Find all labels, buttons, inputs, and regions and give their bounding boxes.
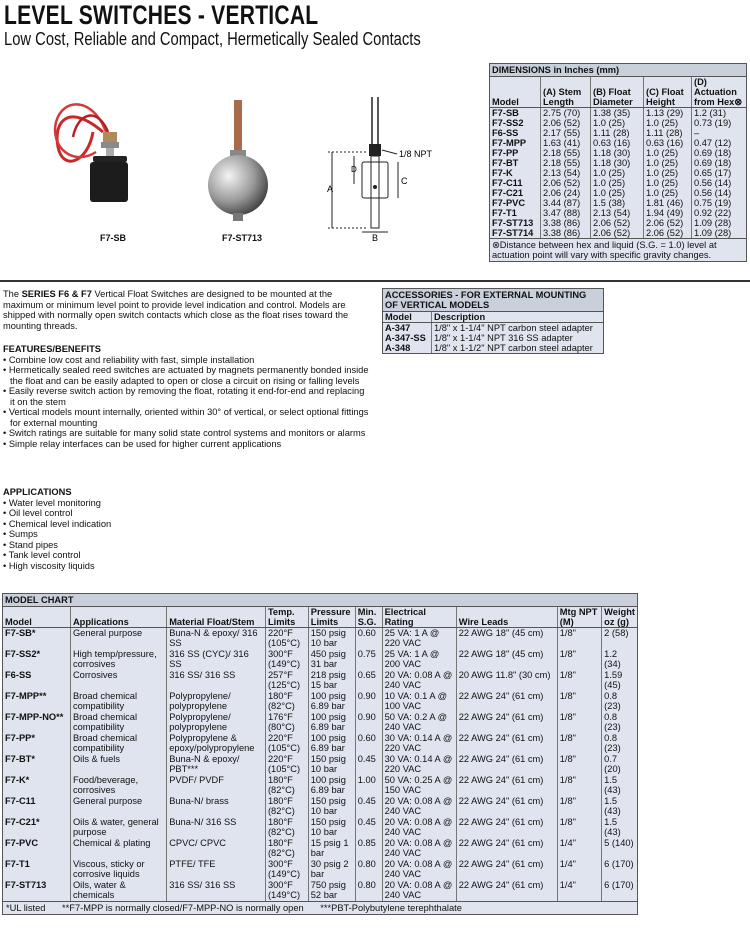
dim-b-label: B [372,233,379,242]
model-cell: F7-K* [5,775,30,785]
applications-title: APPLICATIONS [3,487,72,497]
dimensions-cell: 1.0 (25) [644,168,692,178]
model-cell: 1.2 (34) [602,649,637,670]
dimensions-cell: 2.18 (55) [541,148,591,158]
dimensions-cell: F7-SS2 [492,118,524,128]
dimensions-cell: 0.63 (16) [644,138,692,148]
dimensions-title: DIMENSIONS in Inches (mm) [490,64,746,77]
model-cell: 257°F (125°C) [265,670,308,691]
product-image-f7-sb [48,92,143,232]
model-cell: 0.8 (23) [602,733,637,754]
model-row [3,796,637,817]
dimensions-cell: F7-C21 [492,188,524,198]
model-cell: Chemical & plating [70,838,166,859]
model-chart-footnotes [3,901,637,914]
model-cell: 15 psig 1 bar [308,838,355,859]
dimensions-cell: 2.06 (52) [644,228,692,238]
model-cell: Buna-N/ brass [167,796,266,817]
model-cell: 50 VA: 0.2 A @ 240 VAC [382,712,456,733]
model-cell: 0.60 [355,628,382,650]
model-cell: 150 psig 10 bar [308,796,355,817]
model-cell: 450 psig 31 bar [308,649,355,670]
model-row [3,859,637,880]
application-item: • Stand pipes [3,539,58,550]
model-cell: 180°F (82°C) [265,838,308,859]
model-cell: 22 AWG 24" (61 cm) [456,817,557,838]
dimensions-cell: 1.0 (25) [644,178,692,188]
dimensions-cell: 1.0 (25) [644,158,692,168]
intro-text: Vertical Float Switches are designed to be mounted at the maximum or minimum level point to provide level indication and control. Models are shipped with normally open switch contacts which close as the float rises toward the mounting threads. [3,289,349,331]
dimensions-cell: 1.11 (28) [591,128,644,138]
application-item: • Sumps [3,529,38,539]
model-cell: 6 (170) [602,859,637,880]
mc-col-pressure: Pressure Limits [308,607,355,628]
dimensions-cell: 1.81 (46) [644,198,692,208]
model-cell: 220°F (105°C) [265,733,308,754]
model-cell: 1.5 (43) [602,775,637,796]
model-cell: 300°F (149°C) [265,880,308,901]
dimensions-cell: 2.18 (55) [541,158,591,168]
model-cell: 25 VA: 1 A @ 220 VAC [382,628,456,650]
model-cell: 1/4" [557,859,601,880]
dim-c-label: C [401,176,408,186]
model-cell: 0.45 [355,817,382,838]
model-cell: 1/8" [557,670,601,691]
dimensions-cell: 1.5 (38) [591,198,644,208]
model-cell: 22 AWG 24" (61 cm) [456,691,557,712]
dimensions-note: ⊗Distance between hex and liquid (S.G. = 1.0) level at actuation point will vary with specific gravity changes. [490,238,746,261]
model-cell: 20 AWG 11.8" (30 cm) [456,670,557,691]
dim-col-model: Model [490,77,541,108]
accessories-cell: 1/8" x 1-1/2" NPT carbon steel adapter [432,343,604,353]
dimensions-cell: F7-ST713 [492,218,534,228]
accessories-table [382,288,604,354]
model-cell: 0.8 (23) [602,691,637,712]
dimensions-cell: – [692,128,747,138]
model-cell: 20 VA: 0.08 A @ 240 VAC [382,859,456,880]
dimensions-cell: 1.18 (30) [591,158,644,168]
model-cell: 30 VA: 0.14 A @ 220 VAC [382,754,456,775]
model-row [3,712,637,733]
dimensions-cell: 0.69 (18) [692,158,747,168]
dimensions-cell: 1.0 (25) [644,148,692,158]
accessories-row [383,343,603,353]
model-cell: Polypropylene & epoxy/polypropylene [167,733,266,754]
model-cell: 0.90 [355,691,382,712]
mc-col-model: Model [3,607,70,628]
feature-item: • Switch ratings are suitable for many solid state control systems and monitors or alarms [3,428,366,438]
dim-col-diameter: (B) Float Diameter [591,77,644,108]
model-chart [2,593,638,915]
model-cell: High temp/pressure, corrosives [70,649,166,670]
model-cell: General purpose [70,628,166,650]
accessories-title: ACCESSORIES - FOR EXTERNAL MOUNTING OF VERTICAL MODELS [383,289,603,312]
model-cell: 220°F (105°C) [265,754,308,775]
dim-col-height: (C) Float Height [644,77,692,108]
dimensions-cell: 2.06 (52) [541,178,591,188]
dimensions-row [490,188,746,198]
dimensions-cell: F7-K [492,168,513,178]
model-cell: F7-C21* [5,817,40,827]
model-cell: 0.80 [355,880,382,901]
dimensions-cell: 2.13 (54) [541,168,591,178]
dimensions-cell: 1.0 (25) [644,118,692,128]
dimensions-cell: 1.0 (25) [591,118,644,128]
model-cell: 100 psig 6.89 bar [308,712,355,733]
dimensions-row [490,118,746,128]
model-row [3,733,637,754]
model-cell: Buna-N & epoxy/ 316 SS [167,628,266,650]
mc-col-weight: Weight oz (g) [602,607,637,628]
model-cell: Oils & fuels [70,754,166,775]
dimensions-row [490,228,746,238]
dimensions-cell: 3.38 (86) [541,218,591,228]
dim-a-label: A [327,184,334,194]
model-cell: 6 (170) [602,880,637,901]
feature-item: • Combine low cost and reliability with fast, simple installation [3,354,255,365]
dimensions-row [490,158,746,168]
model-cell: 0.85 [355,838,382,859]
dimensions-cell: F6-SS [492,128,519,138]
model-cell: 0.7 (20) [602,754,637,775]
model-cell: CPVC/ CPVC [167,838,266,859]
dimensions-cell: 2.06 (52) [591,218,644,228]
dimensions-cell: 1.0 (25) [591,178,644,188]
model-row [3,754,637,775]
dim-col-stem: (A) Stem Length [541,77,591,108]
caption-f7-sb: F7-SB [100,233,127,243]
accessories-cell: 1/8" x 1-1/4" NPT carbon steel adapter [432,323,604,334]
model-cell: 25 VA: 1 A @ 200 VAC [382,649,456,670]
dimensions-cell: 0.56 (14) [692,188,747,198]
accessories-cell: A-348 [385,343,411,353]
model-row [3,775,637,796]
dimensions-cell: 1.2 (31) [692,108,747,119]
model-cell: PVDF/ PVDF [167,775,266,796]
dimensions-row [490,128,746,138]
dimensions-cell: 1.94 (49) [644,208,692,218]
model-cell: 20 VA: 0.08 A @ 240 VAC [382,817,456,838]
model-cell: 20 VA: 0.08 A @ 240 VAC [382,838,456,859]
dimensions-row [490,198,746,208]
mc-col-electrical: Electrical Rating [382,607,456,628]
mc-col-temp: Temp. Limits [265,607,308,628]
dimensions-row [490,138,746,148]
model-cell: 2 (58) [602,628,637,650]
page-title: LEVEL SWITCHES - VERTICAL [4,0,319,30]
model-cell: 0.45 [355,754,382,775]
dimensions-cell: 1.09 (28) [692,228,747,238]
features-title: FEATURES/BENEFITS [3,344,101,354]
model-cell: 22 AWG 24" (61 cm) [456,796,557,817]
model-cell: Polypropylene/ polypropylene [167,712,266,733]
model-cell: Buna-N/ 316 SS [167,817,266,838]
model-cell: 1.59 (45) [602,670,637,691]
model-cell: 22 AWG 24" (61 cm) [456,859,557,880]
model-row [3,880,637,901]
model-cell: 0.90 [355,712,382,733]
model-row [3,649,637,670]
accessories-row [383,333,603,343]
model-cell: 750 psig 52 bar [308,880,355,901]
model-cell: 22 AWG 24" (61 cm) [456,880,557,901]
model-cell: 30 psig 2 bar [308,859,355,880]
model-cell: 1/4" [557,838,601,859]
model-cell: Broad chemical compatibility [70,733,166,754]
dimensions-cell: F7-BT [492,158,519,168]
model-cell: 150 psig 10 bar [308,628,355,650]
dimensions-cell: 1.0 (25) [591,168,644,178]
dimensions-cell: F7-ST714 [492,228,534,238]
model-cell: 316 SS/ 316 SS [167,670,266,691]
model-cell: 100 psig 6.89 bar [308,733,355,754]
dimensions-cell: 0.65 (17) [692,168,747,178]
dimensions-cell: F7-T1 [492,208,517,218]
model-row [3,817,637,838]
model-cell: F7-T1 [5,859,30,869]
dimensions-cell: 1.38 (35) [591,108,644,119]
dimensions-cell: 1.18 (30) [591,148,644,158]
model-cell: 100 psig 6.89 bar [308,691,355,712]
model-cell: F7-PP* [5,733,35,743]
model-cell: 316 SS/ 316 SS [167,880,266,901]
model-cell: F7-ST713 [5,880,47,890]
page-subtitle: Low Cost, Reliable and Compact, Hermetically Sealed Contacts [4,29,421,49]
dimensions-cell: 0.63 (16) [591,138,644,148]
feature-item: • Vertical models mount internally, oriented within 30° of vertical, or select optional fittings for external mounting [3,407,369,428]
model-cell: F7-MPP** [5,691,47,701]
model-cell: 316 SS (CYC)/ 316 SS [167,649,266,670]
dimensions-row [490,178,746,188]
model-cell: 100 psig 6.89 bar [308,775,355,796]
model-cell: 0.45 [355,796,382,817]
mc-col-applications: Applications [70,607,166,628]
accessories-cell: A-347 [385,323,411,333]
npt-label: 1/8 NPT [399,149,433,159]
model-row [3,691,637,712]
dimensions-cell: 0.56 (14) [692,178,747,188]
model-cell: 300°F (149°C) [265,859,308,880]
dimensions-cell: 1.13 (29) [644,108,692,119]
mc-col-npt: Mtg NPT (M) [557,607,601,628]
model-cell: PTFE/ TFE [167,859,266,880]
dimensions-cell: 2.06 (52) [541,118,591,128]
dimensions-cell: 0.47 (12) [692,138,747,148]
model-cell: 0.80 [355,859,382,880]
accessories-cell: 1/8" x 1-1/4" NPT 316 SS adapter [432,333,604,343]
dimensions-cell: 2.06 (24) [541,188,591,198]
model-cell: F7-PVC [5,838,39,848]
model-cell: 180°F (82°C) [265,817,308,838]
model-cell: 0.60 [355,733,382,754]
model-cell: 180°F (82°C) [265,796,308,817]
model-cell: 1/8" [557,796,601,817]
dimensions-row [490,168,746,178]
dimensions-cell: 2.75 (70) [541,108,591,119]
dimensions-cell: 1.63 (41) [541,138,591,148]
dimensions-row [490,208,746,218]
model-row [3,838,637,859]
mc-col-material: Material Float/Stem [167,607,266,628]
model-cell: 30 VA: 0.14 A @ 220 VAC [382,733,456,754]
acc-col-model: Model [383,312,432,323]
dimensions-cell: 3.47 (88) [541,208,591,218]
model-cell: 0.75 [355,649,382,670]
mc-col-wire: Wire Leads [456,607,557,628]
application-item: • Oil level control [3,508,73,518]
model-chart-title: MODEL CHART [3,594,637,607]
model-cell: 0.8 (23) [602,712,637,733]
model-cell: Oils, water & chemicals [70,880,166,901]
model-cell: Broad chemical compatibility [70,712,166,733]
dimensions-table [489,63,747,262]
model-cell: 176°F (80°C) [265,712,308,733]
model-cell: 1/8" [557,754,601,775]
model-cell: 180°F (82°C) [265,691,308,712]
model-cell: 22 AWG 24" (61 cm) [456,838,557,859]
model-cell: 180°F (82°C) [265,775,308,796]
dimensions-cell: F7-MPP [492,138,527,148]
application-item: • Tank level control [3,550,81,560]
model-cell: 1/8" [557,733,601,754]
model-cell: 20 VA: 0.08 A @ 240 VAC [382,796,456,817]
model-cell: Viscous, sticky or corrosive liquids [70,859,166,880]
model-cell: Food/beverage, corrosives [70,775,166,796]
model-cell: 1/8" [557,817,601,838]
model-cell: 1/8" [557,712,601,733]
dimensions-cell: 1.11 (28) [644,128,692,138]
model-cell: 22 AWG 18" (45 cm) [456,628,557,650]
dimensions-cell: 1.09 (28) [692,218,747,228]
model-cell: F7-BT* [5,754,35,764]
model-cell: 1/8" [557,775,601,796]
model-cell: 1/4" [557,880,601,901]
model-cell: 22 AWG 24" (61 cm) [456,754,557,775]
dimensions-cell: F7-PP [492,148,519,158]
model-cell: 1/8" [557,691,601,712]
application-item: • High viscosity liquids [3,560,95,571]
footnote-mpp: **F7-MPP is normally closed/F7-MPP-NO is normally open [62,903,304,913]
dimensions-row [490,108,746,119]
model-cell: F7-SS2* [5,649,41,659]
model-cell: 5 (140) [602,838,637,859]
applications-section [3,487,371,571]
model-cell: 300°F (149°C) [265,649,308,670]
feature-item: • Hermetically sealed reed switches are actuated by magnets permanently bonded inside the float and can be easily adapted to open or close a circuit on rising or falling levels [3,365,369,386]
intro-series: SERIES F6 & F7 [21,289,92,299]
model-cell: F7-C11 [5,796,36,806]
dimensions-row [490,218,746,228]
product-image-f7-st713 [198,95,278,235]
dimensions-cell: 3.38 (86) [541,228,591,238]
features-section [3,344,371,449]
dimensions-cell: 2.06 (52) [644,218,692,228]
model-cell: 0.65 [355,670,382,691]
model-cell: 22 AWG 24" (61 cm) [456,712,557,733]
footnote-pbt: ***PBT-Polybutylene terephthalate [320,903,462,913]
accessories-cell: A-347-SS [385,333,426,343]
model-row [3,628,637,650]
acc-col-description: Description [432,312,604,323]
model-cell: 1/8" [557,649,601,670]
intro-paragraph [3,289,368,331]
model-cell: 20 VA: 0.08 A @ 240 VAC [382,670,456,691]
accessories-row [383,323,603,334]
model-cell: 1.5 (43) [602,796,637,817]
model-cell: F7-MPP-NO** [5,712,64,722]
accessories-header-row [383,312,603,323]
model-cell: 22 AWG 24" (61 cm) [456,733,557,754]
dimensions-cell: 3.44 (87) [541,198,591,208]
model-cell: Buna-N & epoxy/ PBT*** [167,754,266,775]
intro-prefix: The [3,289,22,299]
dimension-diagram [322,92,462,242]
dimensions-row [490,148,746,158]
dimensions-cell: F7-SB [492,108,519,118]
application-item: • Water level monitoring [3,497,101,508]
model-header-row [3,607,637,628]
application-item: • Chemical level indication [3,518,112,529]
dimensions-cell: 1.0 (25) [591,188,644,198]
model-cell: 20 VA: 0.08 A @ 240 VAC [382,880,456,901]
caption-f7-st713: F7-ST713 [222,233,263,243]
model-cell: General purpose [70,796,166,817]
model-cell: Broad chemical compatibility [70,691,166,712]
dimensions-cell: 1.0 (25) [644,188,692,198]
model-cell: 1.5 (43) [602,817,637,838]
model-cell: 1/8" [557,628,601,650]
dimensions-cell: 0.75 (19) [692,198,747,208]
model-cell: F7-SB* [5,628,36,638]
model-row [3,670,637,691]
dimensions-cell: 0.69 (18) [692,148,747,158]
dimensions-cell: 2.06 (52) [591,228,644,238]
dimensions-cell: 2.13 (54) [591,208,644,218]
dimensions-cell: 2.17 (55) [541,128,591,138]
model-cell: 22 AWG 24" (61 cm) [456,775,557,796]
model-cell: 218 psig 15 bar [308,670,355,691]
model-cell: 1.00 [355,775,382,796]
model-cell: F6-SS [5,670,32,680]
model-cell: Oils & water, general purpose [70,817,166,838]
mc-col-sg: Min. S.G. [355,607,382,628]
dimensions-cell: F7-PVC [492,198,526,208]
feature-item: • Easily reverse switch action by removing the float, rotating it end-for-end and replacing it on the stem [3,386,365,407]
dimensions-cell: 0.73 (19) [692,118,747,128]
dim-d-label: D [351,165,357,174]
section-divider [0,280,750,282]
feature-item: • Simple relay interfaces can be used for higher current applications [3,438,282,449]
model-cell: Polypropylene/ polypropylene [167,691,266,712]
model-cell: 22 AWG 18" (45 cm) [456,649,557,670]
dimensions-cell: F7-C11 [492,178,523,188]
footnote-ul: *UL listed [6,903,46,913]
dimensions-cell: 0.92 (22) [692,208,747,218]
dim-col-actuation: (D) Actuation from Hex⊗ [692,77,747,108]
model-cell: 150 psig 10 bar [308,817,355,838]
model-cell: Corrosives [70,670,166,691]
model-cell: 220°F (105°C) [265,628,308,650]
model-cell: 50 VA: 0.25 A @ 150 VAC [382,775,456,796]
dimensions-header-row [490,77,746,108]
model-cell: 10 VA: 0.1 A @ 100 VAC [382,691,456,712]
model-cell: 150 psig 10 bar [308,754,355,775]
